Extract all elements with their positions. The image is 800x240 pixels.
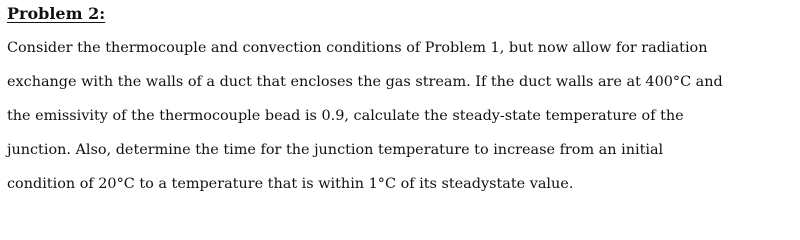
problem-text-line: condition of 20°C to a temperature that is within 1°C of its steadystate value. [7, 176, 574, 192]
problem-text-line: Consider the thermocouple and convection conditions of Problem 1, but now allow for radiation [7, 40, 708, 56]
problem-text-line: junction. Also, determine the time for the junction temperature to increase from an initial [7, 142, 664, 158]
problem-text-line: exchange with the walls of a duct that encloses the gas stream. If the duct walls are at 400°C and [7, 74, 723, 90]
problem-heading: Problem 2: [7, 4, 106, 23]
problem-text-line: the emissivity of the thermocouple bead is 0.9, calculate the steady-state temperature of the [7, 108, 684, 124]
